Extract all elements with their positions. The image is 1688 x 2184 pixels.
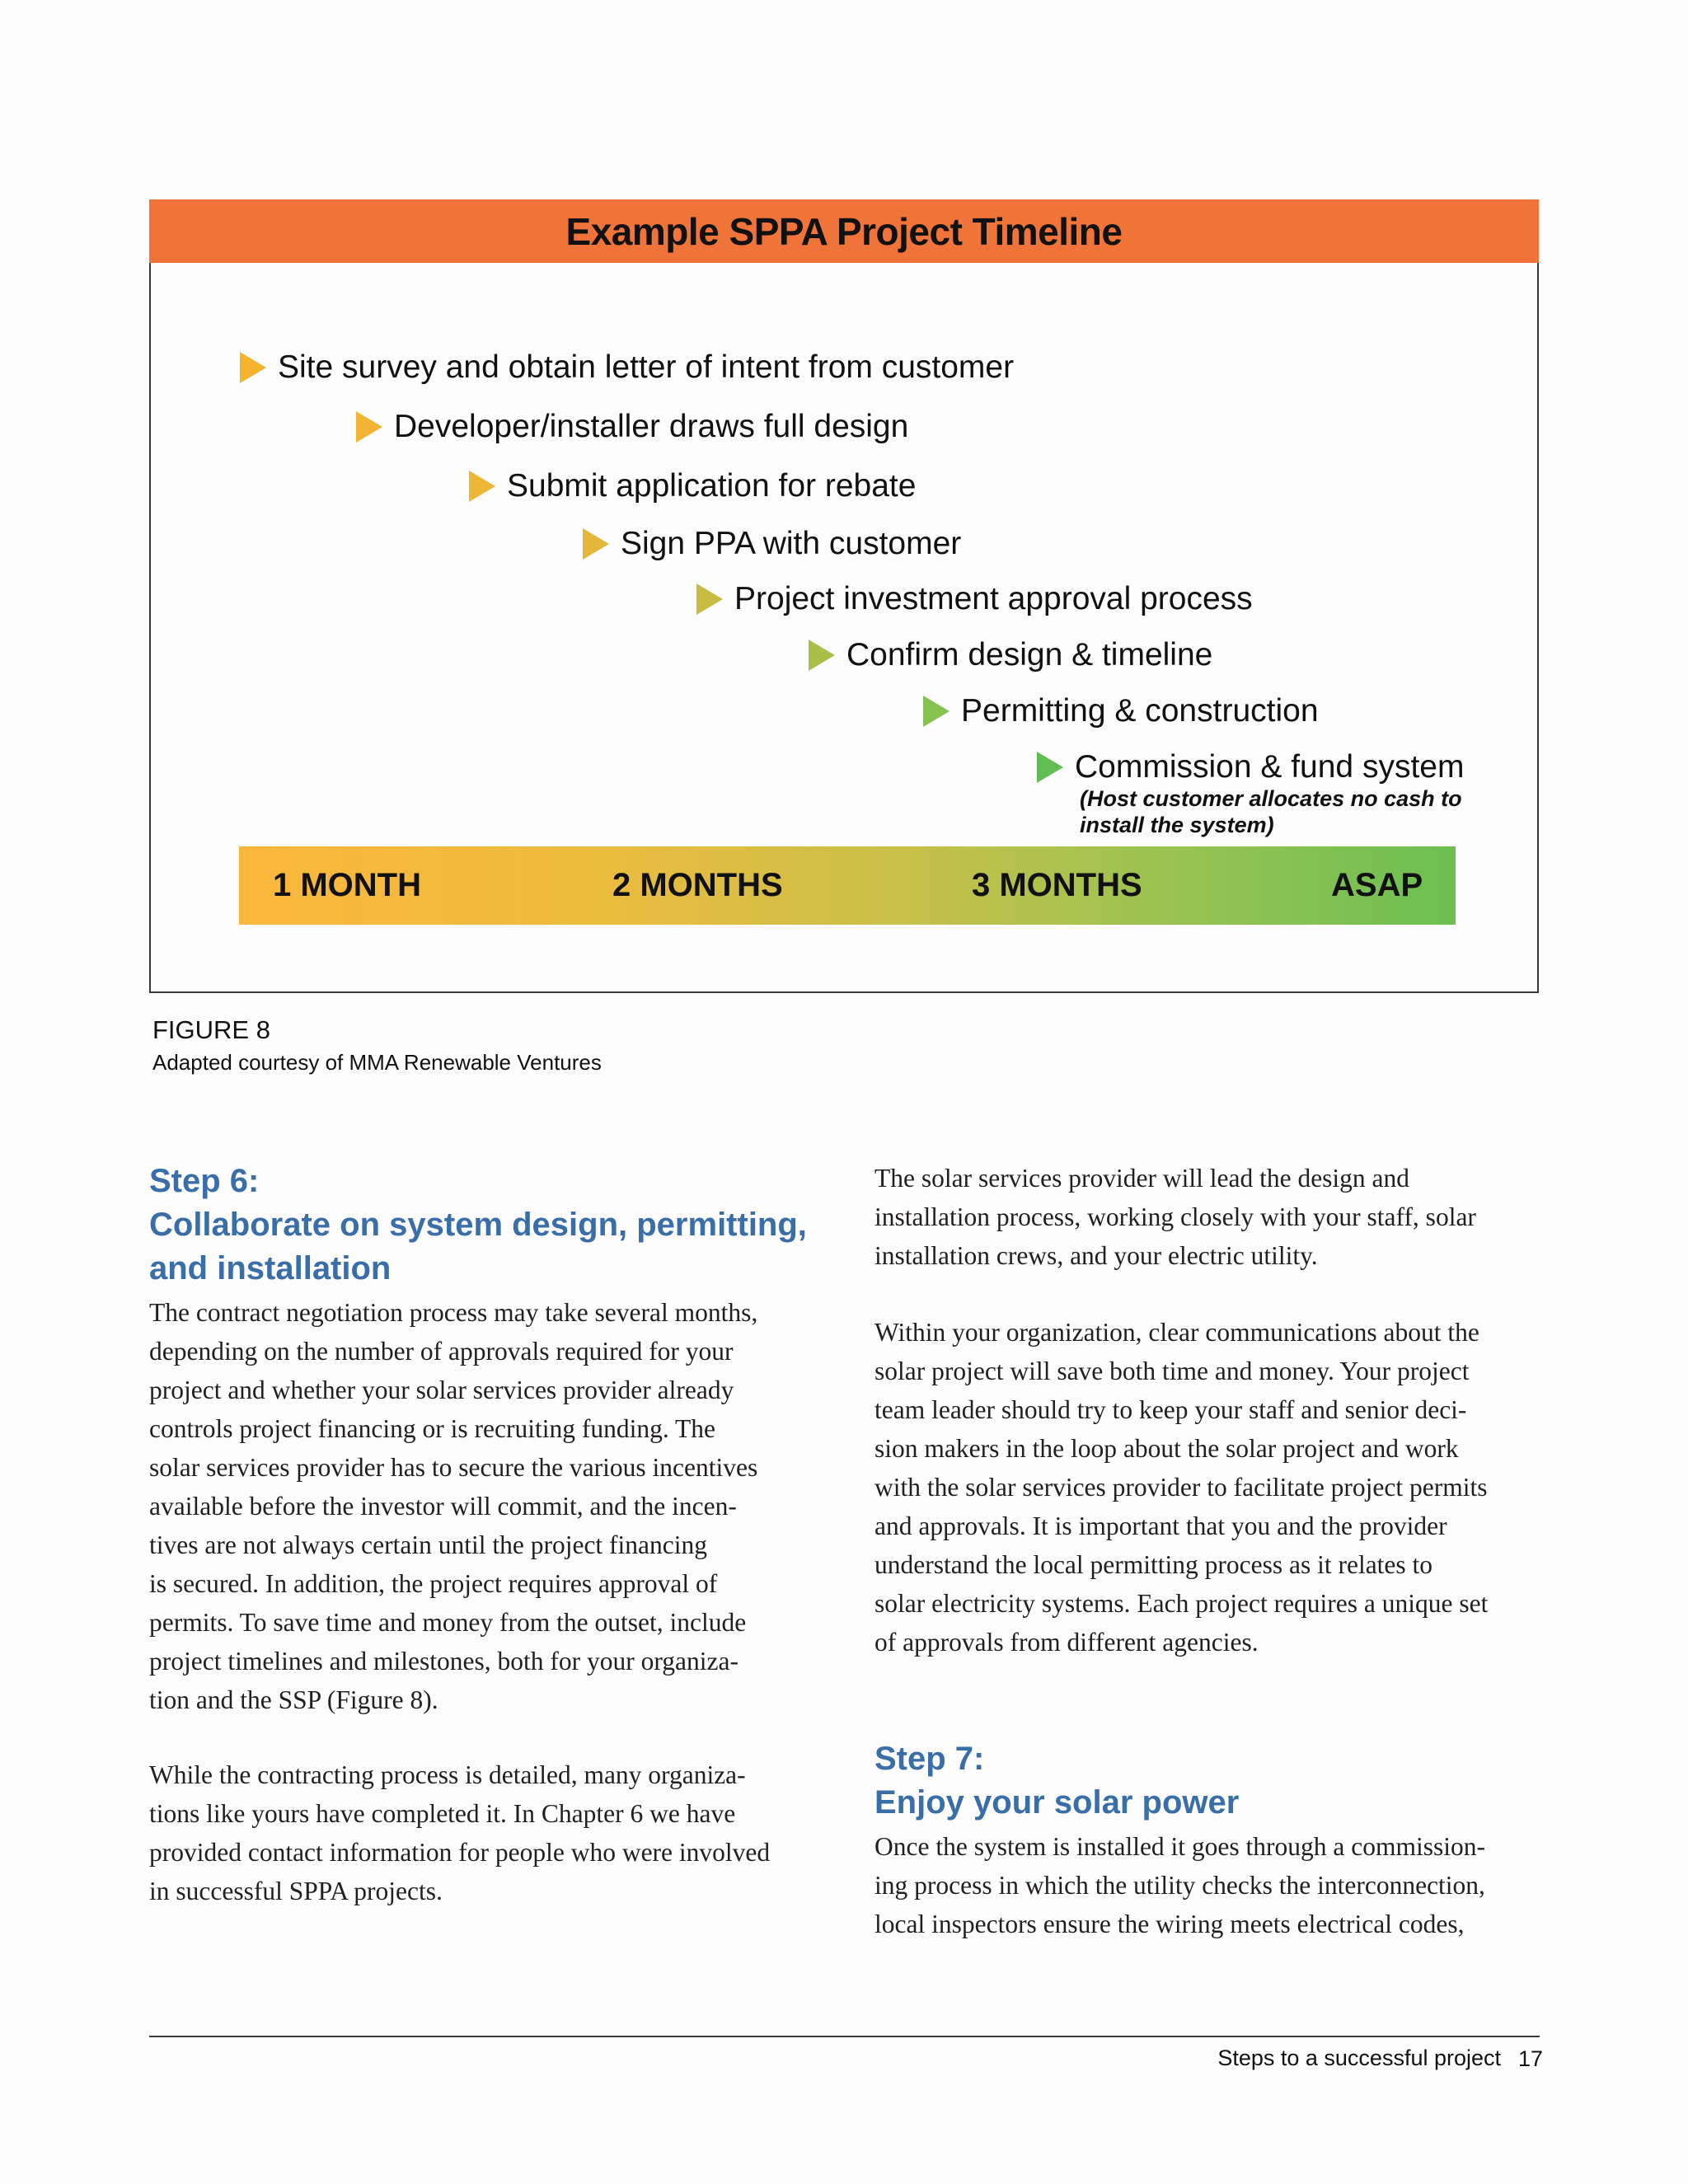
figure-caption-title: FIGURE 8 <box>152 1015 270 1044</box>
step-label: Commission & fund system <box>1075 749 1465 785</box>
arrow-icon <box>809 640 835 671</box>
figure-title: Example SPPA Project Timeline <box>565 209 1123 253</box>
timeline-step <box>469 468 916 504</box>
arrow-icon <box>923 696 950 727</box>
step-label: Site survey and obtain letter of intent from customer <box>278 349 1015 385</box>
timeline-step <box>696 581 1253 617</box>
step-label: Permitting & construction <box>961 693 1319 729</box>
right-paragraph-1: The solar services provider will lead the design and installation process, working closely with your staff, solar installation crews, and your electric utility. <box>874 1164 1476 1270</box>
arrow-icon <box>240 352 266 383</box>
arrow-icon <box>583 528 609 560</box>
heading-line: Step 6: <box>149 1163 260 1199</box>
timeline-tick: 1 MONTH <box>273 867 421 903</box>
step6-heading <box>149 1160 807 1291</box>
arrow-icon <box>356 411 382 443</box>
step-label: Confirm design & timeline <box>846 637 1213 673</box>
page-number: 17 <box>1518 2046 1544 2071</box>
timeline-bar <box>239 846 1456 925</box>
step-label: Sign PPA with customer <box>621 526 962 561</box>
heading-line: Enjoy your solar power <box>874 1784 1240 1821</box>
figure-header <box>149 199 1539 263</box>
timeline-step <box>583 526 961 562</box>
timeline-tick: 3 MONTHS <box>972 867 1142 903</box>
timeline-figure <box>149 199 1539 993</box>
timeline-tick: ASAP <box>1331 867 1423 903</box>
right-paragraph-2: Within your organization, clear communications about the solar project will save both time and money. Your project team leader should try to keep your staff and senior deci- sion makers in the loop about the solar project and work with the solar services provider to facilitate project permits and approvals. It is important that you and the provider understand the local permitting process as it relates to solar electricity systems. Each project requires a unique set of approvals from different agencies. <box>874 1318 1489 1657</box>
heading-line: Collaborate on system design, permitting, <box>149 1207 807 1243</box>
step7-heading <box>874 1737 1239 1825</box>
timeline-step <box>809 637 1212 673</box>
arrow-icon <box>696 583 723 615</box>
footer-rule <box>149 2036 1540 2037</box>
arrow-icon <box>469 471 495 502</box>
step6-paragraph-2: While the contracting process is detailed, many organiza- tions like yours have completed it. In Chapter 6 we have provided contact information for people who were involved in successful SPPA projects. <box>149 1760 771 1905</box>
heading-line: Step 7: <box>874 1741 985 1777</box>
step7-paragraph: Once the system is installed it goes through a commission- ing process in which the utility checks the interconnection, local inspectors ensure the wiring meets electrical codes, <box>874 1832 1486 1938</box>
figure-caption-credit: Adapted courtesy of MMA Renewable Ventures <box>152 1050 602 1075</box>
host-note-line: (Host customer allocates no cash to <box>1080 786 1462 811</box>
step-label: Project investment approval process <box>734 581 1253 616</box>
heading-line: and installation <box>149 1250 392 1286</box>
step-label: Developer/installer draws full design <box>394 409 909 444</box>
timeline-step <box>356 409 908 445</box>
timeline-step <box>240 349 1014 386</box>
step6-paragraph-1: The contract negotiation process may take several months, depending on the number of approvals required for your project and whether your solar services provider already controls project financing or is recruiting funding. The solar services provider has to secure the various incentives available before the investor will commit, and the incen- tives are not always certain until the project financing is secured. In addition, the project requires approval of permits. To save time and money from the outset, include project timelines and milestones, both for your organiza- tion and the SSP (Figure 8). <box>149 1298 758 1714</box>
arrow-icon <box>1037 752 1063 783</box>
footer-section-title: Steps to a successful project <box>1217 2046 1501 2070</box>
timeline-tick: 2 MONTHS <box>612 867 783 903</box>
host-note <box>1080 785 1462 838</box>
timeline-step <box>1037 749 1464 785</box>
host-note-line: install the system) <box>1080 813 1274 837</box>
timeline-step <box>923 693 1319 729</box>
step-label: Submit application for rebate <box>507 468 917 504</box>
